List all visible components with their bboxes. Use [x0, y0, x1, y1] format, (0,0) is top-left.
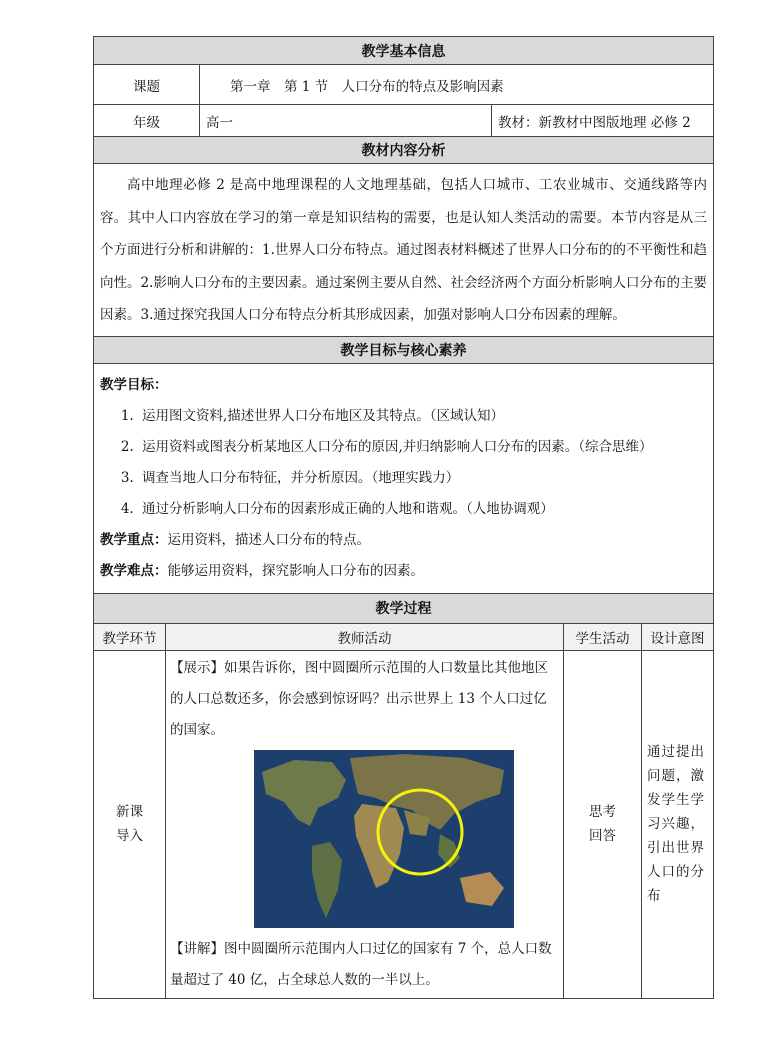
world-map-image — [254, 750, 514, 928]
teacher-activity-cell — [166, 650, 564, 998]
student-line: 思考 — [589, 804, 616, 820]
key-point — [100, 525, 707, 556]
difficult-point — [100, 556, 707, 587]
show-text: 如果告诉你，图中圆圈所示范围的人口数量比其他地区的人口总数还多，你会感到惊讶吗？出示世界上 13 个人口过亿的国家。 — [170, 659, 548, 738]
stage-line: 新课 — [116, 804, 143, 820]
col-header-teacher: 教师活动 — [166, 623, 564, 650]
difficult-point-label: 教学难点： — [100, 562, 168, 579]
explain-paragraph — [170, 934, 559, 996]
analysis-text: 高中地理必修 2 是高中地理课程的人文地理基础，包括人口城市、工农业城市、交通线路等内容。其中人口内容放在学习的第一章是知识结构的需要，也是认知人类活动的需要。本节内容是从三个方面进行分析和讲解的：1.世界人口分布特点。通过图表材料概述了世界人口分布的的不平衡性和趋向性。2.影响人口分布的主要因素。通过案例主要从自然、社会经济两个方面分析影响人口分布的主要因素。3.通过探究我国人口分布特点分析其形成因素，加强对影响人口分布因素的理解。 — [94, 164, 714, 337]
explain-tag: 【讲解】 — [170, 940, 224, 957]
section-basic-info: 教学基本信息 — [94, 37, 714, 65]
show-paragraph — [170, 653, 559, 746]
goal-item: 3. 调查当地人口分布特征，并分析原因。（地理实践力） — [138, 463, 707, 494]
key-point-text: 运用资料，描述人口分布的特点。 — [167, 531, 370, 548]
textbook-info: 教材：新教材中图版地理 必修 2 — [492, 105, 714, 137]
lesson-plan-table — [93, 36, 714, 999]
col-header-stage: 教学环节 — [94, 623, 166, 650]
goal-item: 4. 通过分析影响人口分布的因素形成正确的人地和谐观。（人地协调观） — [138, 494, 707, 525]
col-header-intent: 设计意图 — [642, 623, 714, 650]
grade-value: 高一 — [200, 105, 492, 137]
design-intent-cell: 通过提出问题，激发学生学习兴趣，引出世界人口的分布 — [642, 650, 714, 998]
goals-list — [100, 401, 707, 525]
topic-label: 课题 — [94, 65, 200, 105]
section-process: 教学过程 — [94, 593, 714, 623]
student-line: 回答 — [589, 828, 616, 844]
goals-label: 教学目标： — [100, 376, 168, 393]
stage-cell — [94, 650, 166, 998]
goal-item: 2. 运用资料或图表分析某地区人口分布的原因,并归纳影响人口分布的因素。（综合思维） — [138, 432, 707, 463]
section-analysis: 教材内容分析 — [94, 137, 714, 164]
grade-label: 年级 — [94, 105, 200, 137]
stage-line: 导入 — [116, 828, 143, 844]
col-header-student: 学生活动 — [564, 623, 642, 650]
section-goals: 教学目标与核心素养 — [94, 336, 714, 363]
student-activity-cell — [564, 650, 642, 998]
show-tag: 【展示】 — [170, 659, 224, 676]
goals-block — [94, 363, 714, 593]
goal-item: 1. 运用图文资料,描述世界人口分布地区及其特点。（区域认知） — [138, 401, 707, 432]
difficult-point-text: 能够运用资料，探究影响人口分布的因素。 — [167, 562, 424, 579]
key-point-label: 教学重点： — [100, 531, 168, 548]
topic-value: 第一章 第 1 节 人口分布的特点及影响因素 — [200, 65, 714, 105]
explain-text: 图中圆圈所示范围内人口过亿的国家有 7 个，总人口数量超过了 40 亿，占全球总人数的一半以上。 — [170, 940, 552, 988]
